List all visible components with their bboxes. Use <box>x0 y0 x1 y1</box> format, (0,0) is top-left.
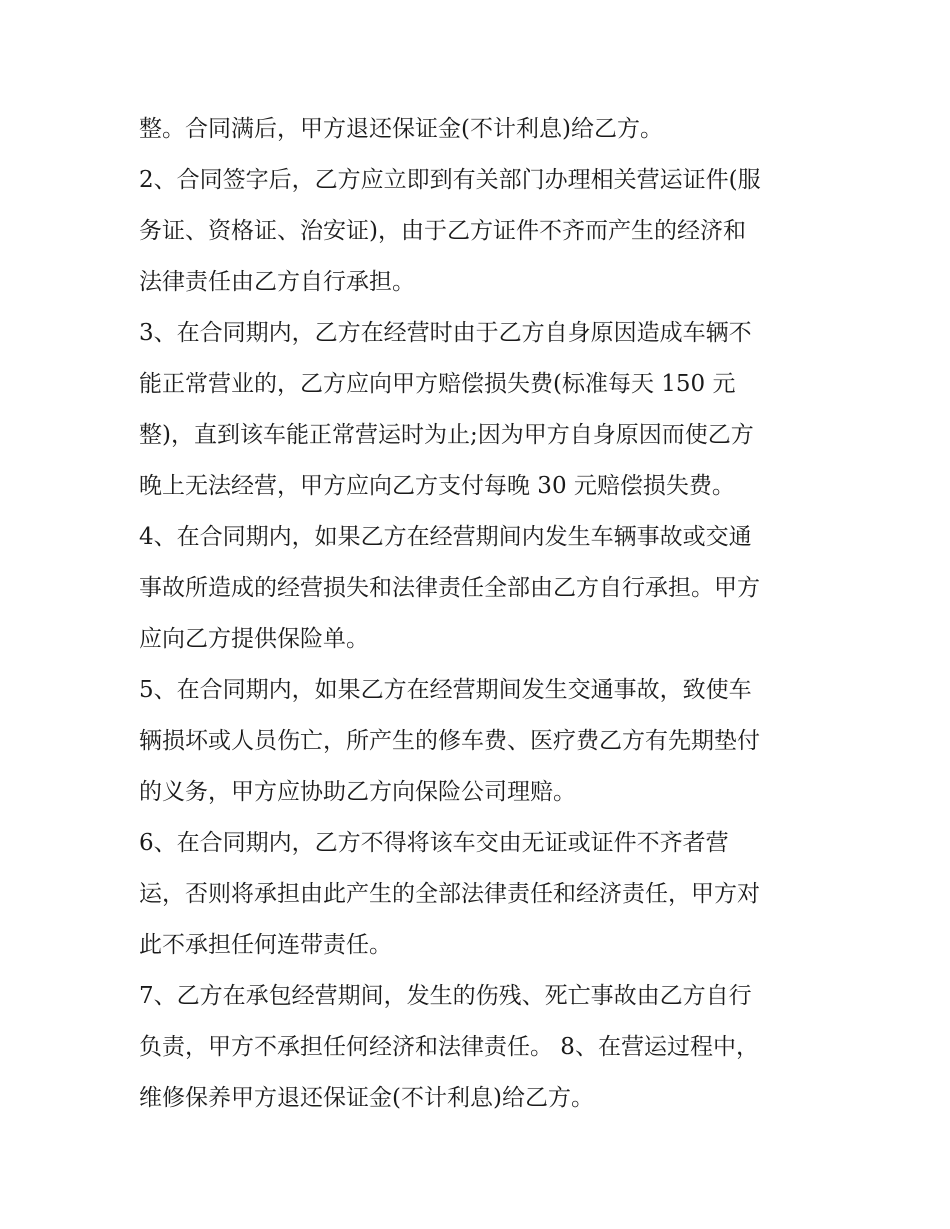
text-line: 2、合同签字后，乙方应立即到有关部门办理相关营运证件(服 <box>139 167 761 193</box>
text-line: 的义务，甲方应协助乙方向保险公司理赔。 <box>139 779 576 805</box>
text-line: 7、乙方在承包经营期间，发生的伤残、死亡事故由乙方自行 <box>139 983 752 1009</box>
text-line: 务证、资格证、治安证)，由于乙方证件不齐而产生的经济和 <box>139 218 746 244</box>
text-line: 事故所造成的经营损失和法律责任全部由乙方自行承担。甲方 <box>139 575 760 601</box>
text-line: 运，否则将承担由此产生的全部法律责任和经济责任，甲方对 <box>139 881 760 907</box>
text-line: 能正常营业的，乙方应向甲方赔偿损失费(标准每天 150 元 <box>139 371 736 397</box>
text-line: 应向乙方提供保险单。 <box>139 626 369 652</box>
text-line: 4、在合同期内，如果乙方在经营期间内发生车辆事故或交通 <box>139 524 752 550</box>
text-line: 3、在合同期内，乙方在经营时由于乙方自身原因造成车辆不 <box>139 320 752 346</box>
text-line: 法律责任由乙方自行承担。 <box>139 269 415 295</box>
text-line: 维修保养甲方退还保证金(不计利息)给乙方。 <box>139 1085 594 1111</box>
text-line: 晚上无法经营，甲方应向乙方支付每晚 30 元赔偿损失费。 <box>139 473 735 499</box>
text-line: 5、在合同期内，如果乙方在经营期间发生交通事故，致使车 <box>139 677 752 703</box>
text-line: 负责，甲方不承担任何经济和法律责任。 8、在营运过程中， <box>139 1034 759 1060</box>
text-line: 此不承担任何连带责任。 <box>139 932 392 958</box>
text-line: 整。合同满后，甲方退还保证金(不计利息)给乙方。 <box>139 116 663 142</box>
text-line: 辆损坏或人员伤亡，所产生的修车费、医疗费乙方有先期垫付 <box>139 728 760 754</box>
text-line: 整)，直到该车能正常营运时为止;因为甲方自身原因而使乙方 <box>139 422 754 448</box>
contract-text-body <box>139 104 839 1124</box>
text-line: 6、在合同期内，乙方不得将该车交由无证或证件不齐者营 <box>139 830 729 856</box>
